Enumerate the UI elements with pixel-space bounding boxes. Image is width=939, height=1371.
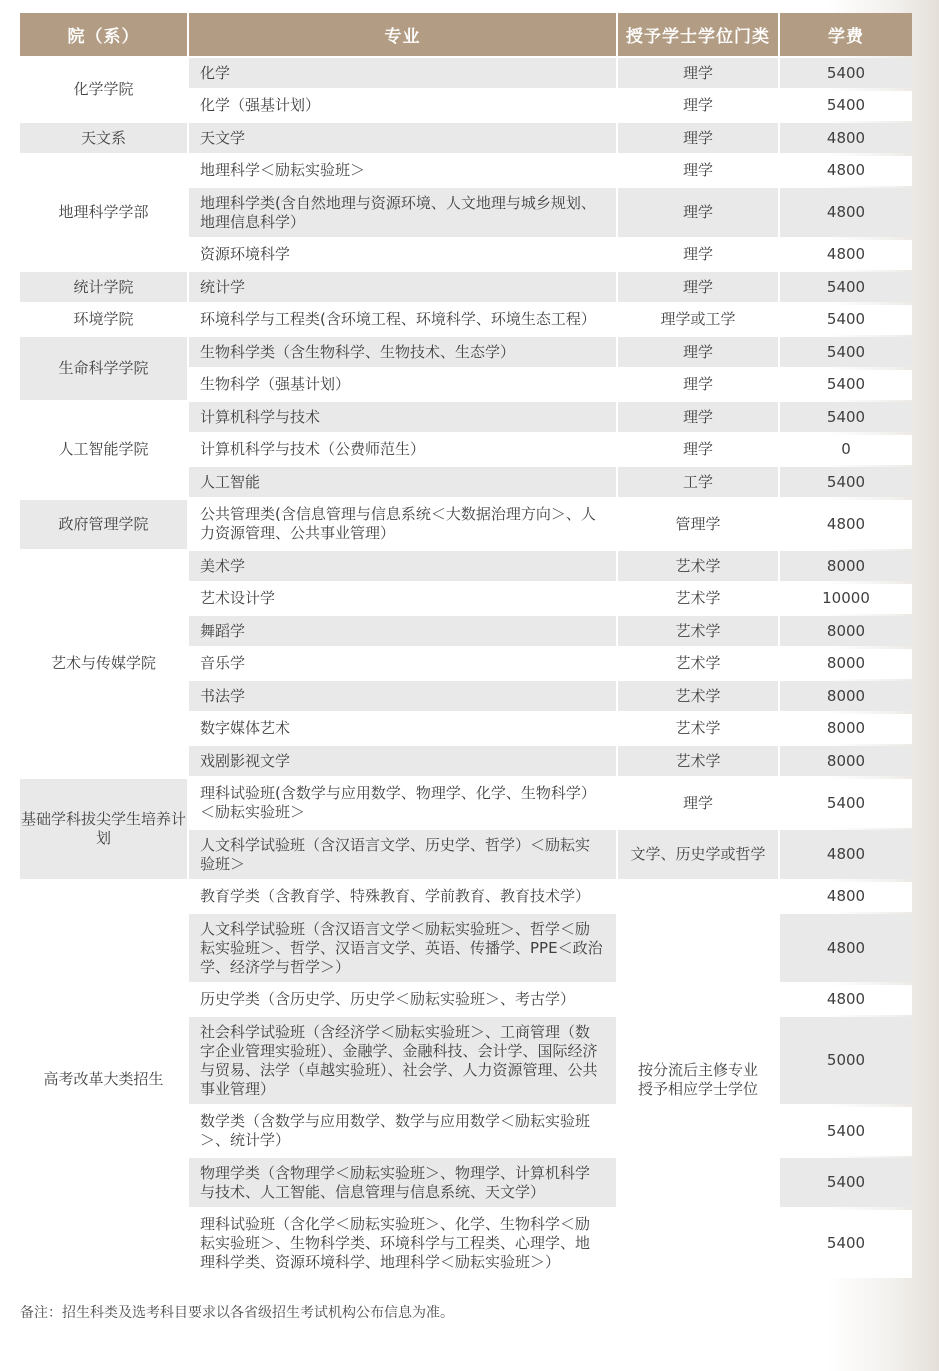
major-cell: 天文学 (189, 123, 616, 153)
fee-cell: 8000 (780, 551, 912, 581)
degree-cell: 理学 (618, 337, 778, 367)
major-cell: 人文科学试验班（含汉语言文学＜励耘实验班＞、哲学＜励耘实验班＞、哲学、汉语言文学、英语、传播学、PPE＜政治学、经济学与哲学＞） (189, 914, 616, 982)
degree-cell: 文学、历史学或哲学 (618, 830, 778, 879)
fee-cell: 4800 (780, 188, 912, 237)
fee-cell: 10000 (780, 584, 912, 614)
degree-cell: 理学或工学 (618, 305, 778, 335)
table-header (20, 13, 912, 56)
degree-cell: 理学 (618, 370, 778, 400)
fee-cell: 5000 (780, 1017, 912, 1104)
major-cell: 人工智能 (189, 467, 616, 497)
major-cell: 艺术设计学 (189, 584, 616, 614)
fee-cell: 5400 (780, 1210, 912, 1278)
degree-cell: 艺术学 (618, 649, 778, 679)
degree-cell: 理学 (618, 188, 778, 237)
degree-cell: 理学 (618, 58, 778, 88)
degree-cell: 理学 (618, 240, 778, 270)
major-cell: 地理科学类(含自然地理与资源环境、人文地理与城乡规划、地理信息科学） (189, 188, 616, 237)
fee-cell: 5400 (780, 370, 912, 400)
major-cell: 计算机科学与技术（公费师范生） (189, 435, 616, 465)
fee-cell: 8000 (780, 714, 912, 744)
department-cell: 化学学院 (20, 58, 187, 121)
major-cell: 物理学类（含物理学＜励耘实验班＞、物理学、计算机科学与技术、人工智能、信息管理与信息系统、天文学） (189, 1158, 616, 1207)
department-cell: 环境学院 (20, 305, 187, 335)
major-cell: 数字媒体艺术 (189, 714, 616, 744)
degree-cell: 理学 (618, 435, 778, 465)
header-department: 院（系） (20, 13, 187, 56)
major-cell: 生物科学（强基计划） (189, 370, 616, 400)
major-cell: 理科试验班（含化学＜励耘实验班＞、化学、生物科学＜励耘实验班＞、生物科学类、环境科学与工程类、心理学、地理科学类、资源环境科学、地理科学＜励耘实验班＞） (189, 1210, 616, 1278)
tuition-table (20, 13, 912, 1271)
major-cell: 化学 (189, 58, 616, 88)
fee-cell: 0 (780, 435, 912, 465)
degree-cell: 艺术学 (618, 746, 778, 776)
fee-cell: 4800 (780, 156, 912, 186)
major-cell: 理科试验班(含数学与应用数学、物理学、化学、生物科学）＜励耘实验班＞ (189, 779, 616, 828)
fee-cell: 4800 (780, 985, 912, 1015)
major-cell: 资源环境科学 (189, 240, 616, 270)
fee-cell: 5400 (780, 467, 912, 497)
fee-cell: 5400 (780, 1158, 912, 1207)
department-cell: 基础学科拔尖学生培养计划 (20, 779, 187, 880)
degree-cell: 理学 (618, 91, 778, 121)
degree-cell: 艺术学 (618, 584, 778, 614)
degree-cell: 艺术学 (618, 681, 778, 711)
degree-cell: 管理学 (618, 500, 778, 549)
degree-cell: 艺术学 (618, 551, 778, 581)
major-cell: 音乐学 (189, 649, 616, 679)
fee-cell: 4800 (780, 830, 912, 879)
department-cell: 艺术与传媒学院 (20, 551, 187, 776)
fee-cell: 5400 (780, 305, 912, 335)
fee-cell: 5400 (780, 402, 912, 432)
department-cell: 地理科学学部 (20, 156, 187, 270)
degree-cell: 理学 (618, 123, 778, 153)
major-cell: 地理科学＜励耘实验班＞ (189, 156, 616, 186)
major-cell: 历史学类（含历史学、历史学＜励耘实验班＞、考古学） (189, 985, 616, 1015)
fee-cell: 8000 (780, 616, 912, 646)
footnote: 备注：招生科类及选考科目要求以各省级招生考试机构公布信息为准。 (20, 1305, 454, 1321)
fee-cell: 4800 (780, 500, 912, 549)
major-cell: 社会科学试验班（含经济学＜励耘实验班＞、工商管理（数字企业管理实验班）、金融学、金融科技、会计学、国际经济与贸易、法学（卓越实验班）、社会学、人力资源管理、公共事业管理） (189, 1017, 616, 1104)
major-cell: 美术学 (189, 551, 616, 581)
degree-cell: 理学 (618, 779, 778, 828)
department-cell: 生命科学学院 (20, 337, 187, 400)
fee-cell: 5400 (780, 91, 912, 121)
header-degree: 授予学士学位门类 (618, 13, 778, 56)
department-cell: 高考改革大类招生 (20, 882, 187, 1278)
fee-cell: 5400 (780, 58, 912, 88)
degree-cell: 艺术学 (618, 616, 778, 646)
major-cell: 化学（强基计划） (189, 91, 616, 121)
major-cell: 戏剧影视文学 (189, 746, 616, 776)
degree-cell: 工学 (618, 467, 778, 497)
header-major: 专业 (189, 13, 616, 56)
major-cell: 舞蹈学 (189, 616, 616, 646)
department-cell: 政府管理学院 (20, 500, 187, 549)
degree-cell: 艺术学 (618, 714, 778, 744)
major-cell: 数学类（含数学与应用数学、数学与应用数学＜励耘实验班＞、统计学） (189, 1107, 616, 1156)
department-cell: 统计学院 (20, 272, 187, 302)
fee-cell: 4800 (780, 123, 912, 153)
fee-cell: 8000 (780, 681, 912, 711)
major-cell: 人文科学试验班（含汉语言文学、历史学、哲学）＜励耘实验班＞ (189, 830, 616, 879)
department-cell: 人工智能学院 (20, 402, 187, 497)
major-cell: 生物科学类（含生物科学、生物技术、生态学） (189, 337, 616, 367)
degree-cell: 理学 (618, 402, 778, 432)
fee-cell: 8000 (780, 649, 912, 679)
header-fee: 学费 (780, 13, 912, 56)
fee-cell: 5400 (780, 779, 912, 828)
major-cell: 环境科学与工程类(含环境工程、环境科学、环境生态工程） (189, 305, 616, 335)
fee-cell: 5400 (780, 337, 912, 367)
fee-cell: 4800 (780, 240, 912, 270)
merged-degree-cell: 按分流后主修专业授予相应学士学位 (618, 882, 778, 1278)
degree-cell: 理学 (618, 272, 778, 302)
major-cell: 计算机科学与技术 (189, 402, 616, 432)
major-cell: 书法学 (189, 681, 616, 711)
department-cell: 天文系 (20, 123, 187, 153)
fee-cell: 4800 (780, 914, 912, 982)
major-cell: 教育学类（含教育学、特殊教育、学前教育、教育技术学） (189, 882, 616, 912)
fee-cell: 5400 (780, 272, 912, 302)
fee-cell: 5400 (780, 1107, 912, 1156)
major-cell: 公共管理类(含信息管理与信息系统＜大数据治理方向＞、人力资源管理、公共事业管理） (189, 500, 616, 549)
major-cell: 统计学 (189, 272, 616, 302)
fee-cell: 8000 (780, 746, 912, 776)
degree-cell: 理学 (618, 156, 778, 186)
fee-cell: 4800 (780, 882, 912, 912)
